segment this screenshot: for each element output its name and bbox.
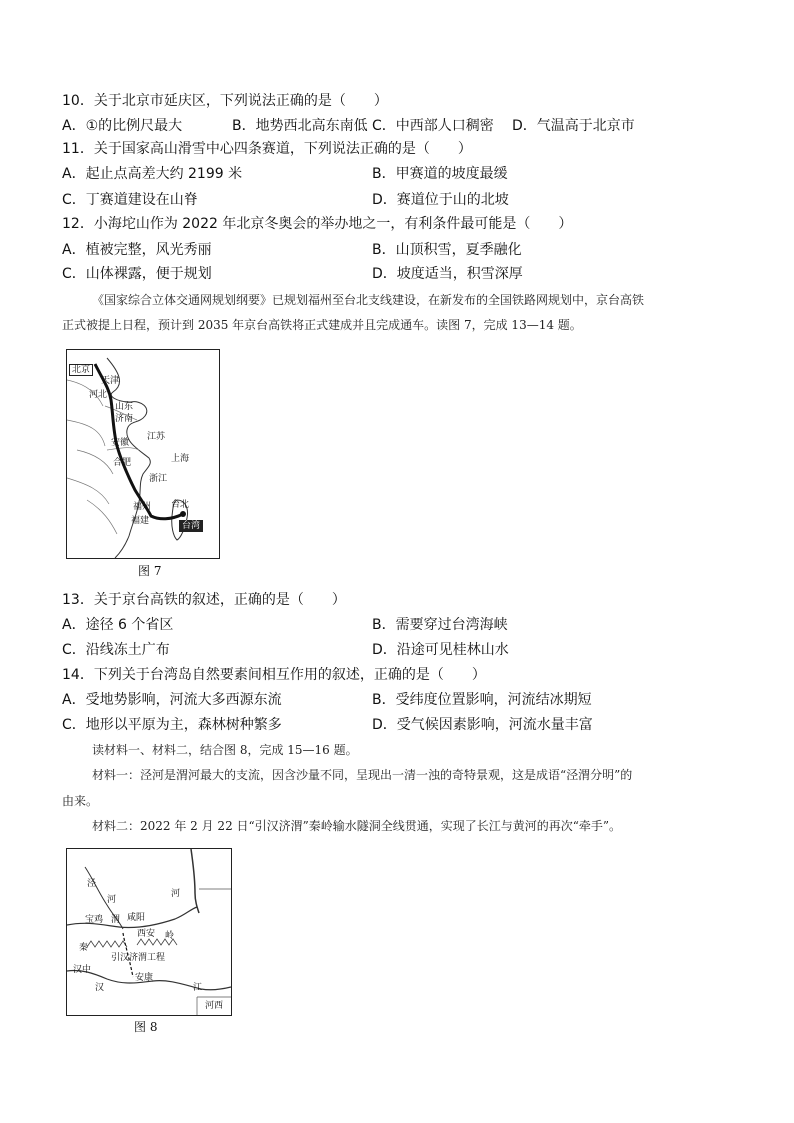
label-anhui: 安徽: [111, 438, 130, 448]
label-jing: 泾: [87, 879, 97, 889]
q12-option-c: C．山体裸露，便于规划: [62, 266, 212, 282]
q14-option-b: B．受纬度位置影响，河流结冰期短: [372, 692, 592, 708]
q14-option-c: C．地形以平原为主，森林树种繁多: [62, 717, 282, 733]
label-legend: 河西: [205, 1001, 224, 1011]
q10-option-c: C．中西部人口稠密: [372, 118, 494, 134]
label-taiwan: 台湾: [179, 520, 203, 532]
label-fuzhou: 福州: [133, 502, 152, 512]
q11-option-a: A．起止点高差大约 2199 米: [62, 166, 243, 182]
q11-option-b: B．甲赛道的坡度最缓: [372, 166, 508, 182]
q12-option-b: B．山顶积雪，夏季融化: [372, 242, 522, 258]
q13-option-b: B．需要穿过台湾海峡: [372, 617, 508, 633]
material1-line2: 由来。: [62, 794, 99, 808]
label-jiangsu: 江苏: [147, 432, 166, 442]
label-tianjin: 天津: [101, 376, 120, 386]
label-he2: 河: [171, 889, 181, 899]
label-fujian: 福建: [131, 516, 150, 526]
label-hefei: 合肥: [113, 458, 132, 468]
label-he1: 河: [107, 895, 117, 905]
material-rail-line1: 《国家综合立体交通网规划纲要》已规划福州至台北支线建设，在新发布的全国铁路网规划中，京台高铁: [92, 293, 645, 307]
figure-7-map: [66, 349, 220, 559]
q12-option-d: D．坡度适当，积雪深厚: [372, 266, 523, 282]
label-ankang: 安康: [135, 973, 154, 983]
label-hanzhong: 汉中: [73, 965, 92, 975]
q13-option-a: A．途径 6 个省区: [62, 617, 174, 633]
q13-stem: 13．关于京台高铁的叙述，正确的是（ ）: [62, 592, 346, 608]
q11-option-d: D．赛道位于山的北坡: [372, 192, 509, 208]
material2: 材料二：2022 年 2 月 22 日“引汉济渭”秦岭输水隧洞全线贯通，实现了长江与黄河的再次“牵手”。: [92, 819, 622, 833]
label-xianyang: 咸阳: [127, 913, 146, 923]
label-zhejiang: 浙江: [149, 474, 168, 484]
material-rail-line2: 正式被提上日程，预计到 2035 年京台高铁将正式建成并且完成通车。读图 7，完成 13—14 题。: [62, 318, 582, 332]
label-taibei: 台北: [171, 500, 190, 510]
q10-stem: 10．关于北京市延庆区，下列说法正确的是（ ）: [62, 93, 388, 109]
figure-7-caption: 图 7: [138, 564, 162, 578]
q10-option-b: B．地势西北高东南低: [232, 118, 368, 134]
label-ling: 岭: [165, 931, 175, 941]
figure-8-caption: 图 8: [134, 1020, 158, 1034]
q14-option-d: D．受气候因素影响，河流水量丰富: [372, 717, 593, 733]
label-bao: 宝鸡: [85, 915, 104, 925]
q10-option-a: A．①的比例尺最大: [62, 118, 183, 134]
label-shanghai: 上海: [171, 454, 190, 464]
q11-stem: 11．关于国家高山滑雪中心四条赛道，下列说法正确的是（ ）: [62, 141, 472, 157]
q10-option-d: D．气温高于北京市: [512, 118, 635, 134]
label-xian: 西安: [137, 929, 156, 939]
material1-line1: 材料一：泾河是渭河最大的支流，因含沙量不同，呈现出一清一浊的奇特景观，这是成语“泾渭分明”的: [92, 768, 633, 782]
label-han: 汉: [95, 983, 105, 993]
q12-option-a: A．植被完整，风光秀丽: [62, 242, 212, 258]
read-intro: 读材料一、材料二，结合图 8，完成 15—16 题。: [92, 743, 358, 757]
q14-option-a: A．受地势影响，河流大多西源东流: [62, 692, 282, 708]
label-shandong: 山东: [115, 402, 134, 412]
q12-stem: 12．小海坨山作为 2022 年北京冬奥会的举办地之一，有利条件最可能是（ ）: [62, 216, 573, 232]
q13-option-d: D．沿途可见桂林山水: [372, 642, 509, 658]
figure-8-map: [66, 848, 232, 1016]
label-jinan: 济南: [115, 414, 134, 424]
q11-option-c: C．丁赛道建设在山脊: [62, 192, 198, 208]
label-qin: 秦: [79, 943, 89, 953]
label-hebei: 河北: [89, 390, 108, 400]
q13-option-c: C．沿线冻土广布: [62, 642, 170, 658]
label-jiang: 江: [193, 983, 203, 993]
label-beijing: 北京: [69, 364, 93, 376]
q14-stem: 14．下列关于台湾岛自然要素间相互作用的叙述，正确的是（ ）: [62, 667, 486, 683]
label-project: 引汉济渭工程: [111, 953, 166, 963]
label-wei: 渭: [111, 915, 121, 925]
